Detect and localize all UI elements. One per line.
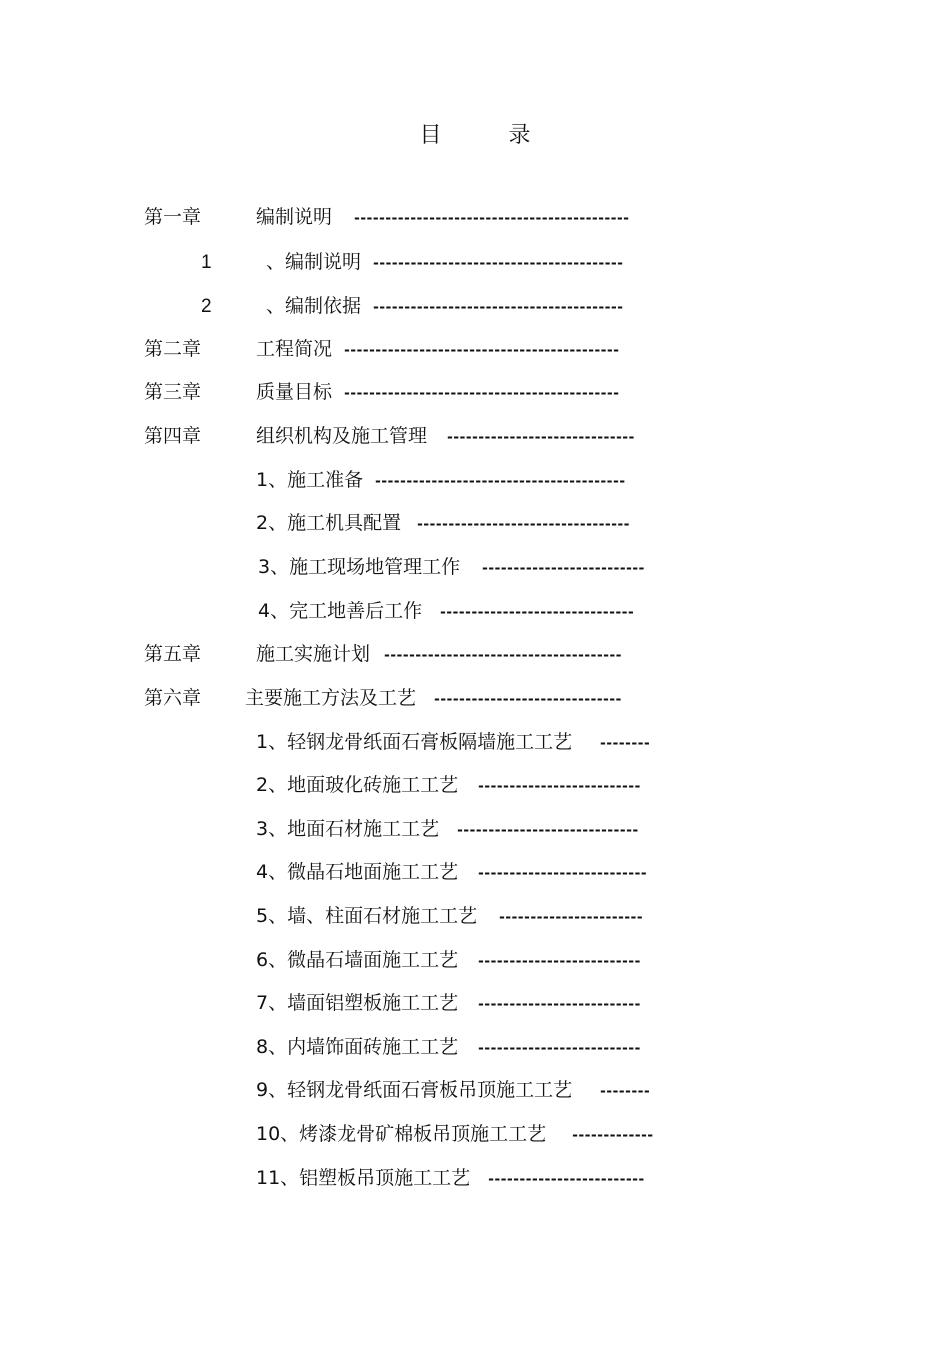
toc-chapter-2-entry	[256, 337, 620, 362]
leader-dots: ----------------------------------------	[375, 471, 626, 490]
toc-section-6-6	[256, 948, 641, 973]
leader-dots: --------------------------------------------	[354, 208, 630, 227]
toc-section-6-5	[256, 904, 643, 929]
entry-text: 4、完工地善后工作	[258, 600, 423, 622]
toc-section-1-2	[266, 294, 624, 319]
entry-text: 2、施工机具配置	[256, 512, 402, 534]
leader-dots: -------------	[572, 1125, 654, 1144]
toc-section-6-7	[256, 991, 641, 1016]
toc-section-1-1-num	[201, 250, 212, 275]
leader-dots: ---------------------------	[478, 863, 648, 882]
toc-section-4-1	[256, 468, 626, 493]
toc-section-1-1	[266, 250, 624, 275]
toc-chapter-1-entry	[256, 205, 630, 230]
toc-section-6-8	[256, 1035, 641, 1060]
toc-section-1-2-num	[201, 294, 212, 319]
toc-chapter-4-entry	[256, 424, 635, 449]
entry-text: 9、轻钢龙骨纸面石膏板吊顶施工工艺	[256, 1079, 573, 1101]
toc-chapter-3-entry	[256, 380, 620, 405]
toc-chapter-6-entry	[245, 686, 622, 711]
leader-dots: --------	[600, 1081, 651, 1100]
leader-dots: --------------------------	[478, 1038, 641, 1057]
page-title: 目 录	[419, 123, 561, 148]
leader-dots: --------------------------	[478, 776, 641, 795]
entry-text: 3、地面石材施工工艺	[256, 818, 440, 840]
toc-section-4-4	[258, 599, 634, 624]
leader-dots: ----------------------------------------	[373, 253, 624, 272]
entry-text: 11、铝塑板吊顶施工工艺	[256, 1167, 471, 1189]
toc-section-4-2	[256, 511, 630, 536]
section-number: 1	[201, 252, 212, 273]
entry-text: 10、烤漆龙骨矿棉板吊顶施工工艺	[256, 1123, 547, 1145]
chapter-label: 第三章	[144, 381, 202, 403]
toc-section-6-10	[256, 1122, 654, 1147]
leader-dots: --------------------------------------------	[344, 340, 620, 359]
leader-dots: -------------------------	[488, 1169, 645, 1188]
entry-text: 5、墙、柱面石材施工工艺	[256, 905, 478, 927]
toc-chapter-5-entry	[256, 642, 622, 667]
entry-text: 6、微晶石墙面施工工艺	[256, 949, 459, 971]
chapter-label: 第一章	[144, 206, 202, 228]
leader-dots: --------	[600, 733, 651, 752]
toc-chapter-4	[144, 424, 201, 448]
entry-text: 、编制依据	[266, 295, 362, 317]
toc-chapter-2	[144, 337, 201, 361]
chapter-label: 第五章	[144, 643, 202, 665]
toc-chapter-6	[144, 686, 201, 710]
leader-dots: --------------------------	[478, 994, 641, 1013]
entry-text: 1、施工准备	[256, 469, 364, 491]
entry-text: 主要施工方法及工艺	[245, 687, 417, 709]
entry-text: 4、微晶石地面施工工艺	[256, 861, 459, 883]
leader-dots: --------------------------------------	[384, 645, 622, 664]
chapter-label: 第四章	[144, 425, 202, 447]
chapter-label: 第六章	[144, 687, 202, 709]
toc-section-6-11	[256, 1166, 645, 1191]
entry-text: 2、地面玻化砖施工工艺	[256, 774, 459, 796]
toc-section-6-3	[256, 817, 639, 842]
entry-text: 8、内墙饰面砖施工工艺	[256, 1036, 459, 1058]
toc-section-6-2	[256, 773, 641, 798]
toc-chapter-1	[144, 205, 201, 229]
toc-section-4-3	[258, 555, 645, 580]
entry-text: 编制说明	[256, 206, 333, 228]
leader-dots: --------------------------------------------	[344, 383, 620, 402]
leader-dots: ----------------------------------	[417, 514, 631, 533]
leader-dots: ----------------------------------------	[373, 297, 624, 316]
toc-section-6-4	[256, 860, 647, 885]
toc-chapter-5	[144, 642, 201, 666]
toc-section-6-9	[256, 1078, 650, 1103]
entry-text: 组织机构及施工管理	[256, 425, 428, 447]
chapter-label: 第二章	[144, 338, 202, 360]
leader-dots: --------------------------	[478, 951, 641, 970]
leader-dots: -------------------------------	[440, 602, 635, 621]
leader-dots: -----------------------------	[457, 820, 639, 839]
leader-dots: --------------------------	[482, 558, 645, 577]
entry-text: 工程简况	[256, 338, 333, 360]
entry-text: 7、墙面铝塑板施工工艺	[256, 992, 459, 1014]
toc-section-6-1	[256, 730, 650, 755]
toc-chapter-3	[144, 380, 201, 404]
leader-dots: ------------------------------	[447, 427, 635, 446]
entry-text: 1、轻钢龙骨纸面石膏板隔墙施工工艺	[256, 731, 573, 753]
entry-text: 3、施工现场地管理工作	[258, 556, 461, 578]
entry-text: 、编制说明	[266, 251, 362, 273]
entry-text: 施工实施计划	[256, 643, 371, 665]
section-number: 2	[201, 296, 212, 317]
entry-text: 质量目标	[256, 381, 333, 403]
leader-dots: ------------------------------	[434, 689, 622, 708]
leader-dots: -----------------------	[499, 907, 644, 926]
